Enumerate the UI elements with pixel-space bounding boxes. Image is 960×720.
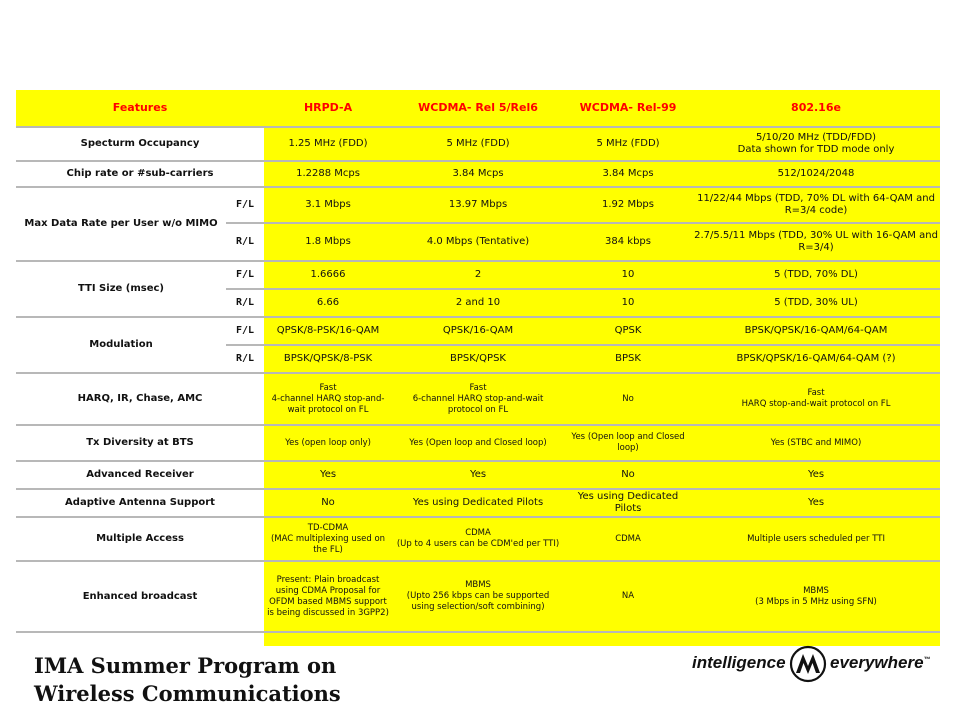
- cell-hrpd: Yes (open loop only): [264, 425, 392, 461]
- cell-rel5: [392, 373, 564, 425]
- cell-rel99: 1.92 Mbps: [564, 187, 692, 223]
- cell-rel5: 2 and 10: [392, 289, 564, 317]
- logo-word-text: everywhere: [830, 653, 924, 672]
- cell-line: 6-channel HARQ stop-and-wait protocol on FL: [412, 393, 544, 415]
- feature-label: Chip rate or #sub-carriers: [16, 161, 264, 187]
- cell-line: (MAC multiplexing used on the FL): [270, 533, 386, 555]
- cell-rel99: CDMA: [564, 517, 692, 561]
- cell-rel5: [392, 517, 564, 561]
- cell-80216e: Yes: [692, 461, 940, 489]
- link-direction: R/L: [226, 289, 264, 317]
- cell-line: MBMS: [803, 585, 829, 596]
- feature-label: TTI Size (msec): [16, 261, 226, 317]
- cell-rel99: 384 kbps: [564, 223, 692, 261]
- cell-rel99: 3.84 Mcps: [564, 161, 692, 187]
- header-features: Features: [16, 90, 264, 127]
- cell-rel5: 5 MHz (FDD): [392, 127, 564, 161]
- table-row: [16, 373, 940, 425]
- cell-rel5: [392, 561, 564, 632]
- feature-label: Tx Diversity at BTS: [16, 425, 264, 461]
- table-row: [16, 187, 940, 223]
- cell-80216e: BPSK/QPSK/16-QAM/64-QAM: [692, 317, 940, 345]
- cell-80216e: 5 (TDD, 70% DL): [692, 261, 940, 289]
- cell-rel5: 2: [392, 261, 564, 289]
- cell-rel5: 13.97 Mbps: [392, 187, 564, 223]
- cell-rel99: No: [564, 461, 692, 489]
- footer-title: [34, 652, 341, 708]
- cell-80216e: 11/22/44 Mbps (TDD, 70% DL with 64-QAM and R=3/4 code): [692, 187, 940, 223]
- cell-rel5: BPSK/QPSK: [392, 345, 564, 373]
- logo-word: intelligence: [692, 653, 786, 672]
- cell-rel5: Yes using Dedicated Pilots: [392, 489, 564, 517]
- cell-line: 5/10/20 MHz (TDD/FDD): [755, 132, 877, 143]
- cell-line: TD-CDMA: [307, 522, 349, 533]
- cell-line: 4-channel HARQ stop-and-wait protocol on FL: [271, 393, 385, 415]
- cell-line: MBMS: [465, 580, 491, 590]
- cell-80216e: [692, 127, 940, 161]
- empty-cell: [392, 632, 564, 646]
- trademark: ™: [923, 656, 931, 664]
- cell-rel99: Yes (Open loop and Closed loop): [564, 425, 692, 461]
- empty-cell: [16, 632, 264, 646]
- cell-80216e: [692, 561, 940, 632]
- table-row: [16, 317, 940, 345]
- cell-hrpd: 1.8 Mbps: [264, 223, 392, 261]
- header-wcdma-rel5: WCDMA- Rel 5/Rel6: [392, 90, 564, 127]
- feature-label: Adaptive Antenna Support: [16, 489, 264, 517]
- empty-cell: [564, 632, 692, 646]
- cell-line: CDMA: [465, 528, 491, 538]
- link-direction: F/L: [226, 187, 264, 223]
- cell-hrpd: [264, 373, 392, 425]
- cell-80216e: BPSK/QPSK/16-QAM/64-QAM (?): [692, 345, 940, 373]
- header-wcdma-rel99: WCDMA- Rel-99: [564, 90, 692, 127]
- feature-label: Enhanced broadcast: [16, 561, 264, 632]
- cell-rel99: 10: [564, 261, 692, 289]
- cell-80216e: Multiple users scheduled per TTI: [692, 517, 940, 561]
- motorola-batwing-icon: [789, 645, 827, 683]
- table-row: [16, 261, 940, 289]
- cell-80216e: Yes: [692, 489, 940, 517]
- empty-cell: [264, 632, 392, 646]
- link-direction: R/L: [226, 345, 264, 373]
- link-direction: F/L: [226, 261, 264, 289]
- cell-rel99: 5 MHz (FDD): [564, 127, 692, 161]
- cell-line: Data shown for TDD mode only: [737, 144, 895, 155]
- footer-line: IMA Summer Program on: [34, 653, 337, 678]
- cell-hrpd: Present: Plain broadcast using CDMA Proposal for OFDM based MBMS support is being discussed in 3GPP2): [264, 561, 392, 632]
- motorola-logo: [692, 645, 931, 685]
- cell-rel99: BPSK: [564, 345, 692, 373]
- cell-hrpd: 3.1 Mbps: [264, 187, 392, 223]
- cell-line: Fast: [469, 382, 487, 393]
- table-row: [16, 517, 940, 561]
- cell-rel5: QPSK/16-QAM: [392, 317, 564, 345]
- table-row: [16, 461, 940, 489]
- feature-label: Specturm Occupancy: [16, 127, 264, 161]
- cell-rel5: 3.84 Mcps: [392, 161, 564, 187]
- cell-hrpd: Yes: [264, 461, 392, 489]
- link-direction: F/L: [226, 317, 264, 345]
- header-80216e: 802.16e: [692, 90, 940, 127]
- cell-rel99: QPSK: [564, 317, 692, 345]
- cell-hrpd: No: [264, 489, 392, 517]
- header-hrpd-a: HRPD-A: [264, 90, 392, 127]
- cell-rel99: NA: [564, 561, 692, 632]
- table-row: [16, 489, 940, 517]
- feature-label: Modulation: [16, 317, 226, 373]
- cell-line: HARQ stop-and-wait protocol on FL: [741, 399, 891, 409]
- cell-80216e: [692, 373, 940, 425]
- table-row: [16, 425, 940, 461]
- cell-hrpd: QPSK/8-PSK/16-QAM: [264, 317, 392, 345]
- cell-rel5: Yes (Open loop and Closed loop): [392, 425, 564, 461]
- cell-hrpd: 1.25 MHz (FDD): [264, 127, 392, 161]
- cell-80216e: 5 (TDD, 30% UL): [692, 289, 940, 317]
- cell-rel99: No: [564, 373, 692, 425]
- cell-line: (Upto 256 kbps can be supported using selection/soft combining): [406, 591, 550, 612]
- cell-hrpd: 1.6666: [264, 261, 392, 289]
- table-row: [16, 127, 940, 161]
- cell-hrpd: 1.2288 Mcps: [264, 161, 392, 187]
- feature-label: HARQ, IR, Chase, AMC: [16, 373, 264, 425]
- link-direction: R/L: [226, 223, 264, 261]
- cell-line: (Up to 4 users can be CDM'ed per TTI): [396, 539, 560, 549]
- table-row: [16, 632, 940, 646]
- feature-label: Advanced Receiver: [16, 461, 264, 489]
- cell-line: Fast: [319, 382, 337, 393]
- footer-line: Wireless Communications: [34, 681, 341, 706]
- cell-80216e: Yes (STBC and MIMO): [692, 425, 940, 461]
- cell-80216e: 512/1024/2048: [692, 161, 940, 187]
- cell-rel5: Yes: [392, 461, 564, 489]
- cell-hrpd: [264, 517, 392, 561]
- feature-label: Max Data Rate per User w/o MIMO: [16, 187, 226, 261]
- cell-hrpd: 6.66: [264, 289, 392, 317]
- cell-line: Fast: [807, 388, 825, 398]
- table-row: [16, 161, 940, 187]
- cell-rel99: Yes using Dedicated Pilots: [564, 489, 692, 517]
- cell-line: (3 Mbps in 5 MHz using SFN): [755, 596, 877, 607]
- comparison-table: [16, 90, 940, 646]
- cell-rel5: 4.0 Mbps (Tentative): [392, 223, 564, 261]
- cell-hrpd: BPSK/QPSK/8-PSK: [264, 345, 392, 373]
- table-row: [16, 561, 940, 632]
- cell-rel99: 10: [564, 289, 692, 317]
- cell-80216e: 2.7/5.5/11 Mbps (TDD, 30% UL with 16-QAM and R=3/4): [692, 223, 940, 261]
- feature-label: Multiple Access: [16, 517, 264, 561]
- logo-word: [830, 653, 931, 673]
- empty-cell: [692, 632, 940, 646]
- header-row: [16, 90, 940, 127]
